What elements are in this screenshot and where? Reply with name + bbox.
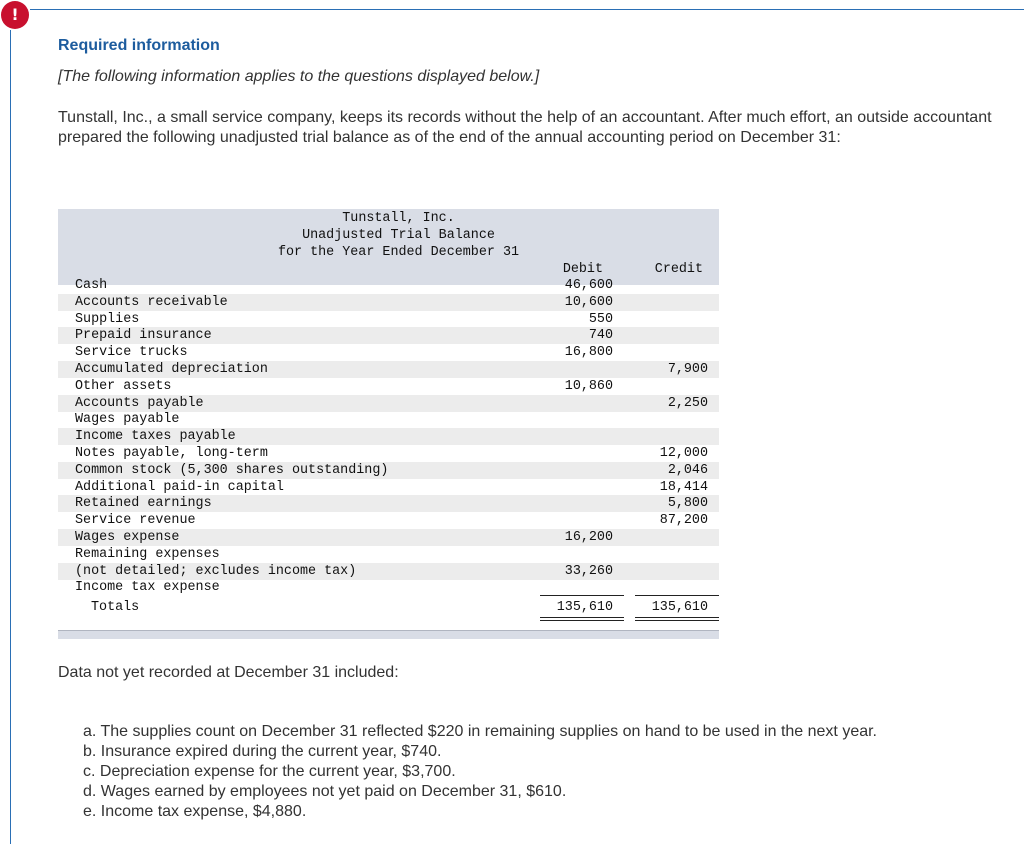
account-name: Accounts receivable xyxy=(75,294,228,310)
debit-amount: 16,200 xyxy=(564,530,613,545)
top-divider xyxy=(30,9,1024,10)
left-divider xyxy=(10,30,11,844)
table-row xyxy=(58,395,719,412)
account-name: Supplies xyxy=(75,311,140,327)
table-footer-bar xyxy=(58,630,719,639)
account-name: Service trucks xyxy=(75,345,188,361)
credit-amount: 2,250 xyxy=(667,395,708,411)
table-row xyxy=(58,411,719,428)
debit-amount: 740 xyxy=(588,328,613,344)
account-name: Other assets xyxy=(75,378,172,394)
trial-balance-table xyxy=(58,209,719,639)
table-row xyxy=(58,579,719,596)
debit-amount: 46,600 xyxy=(564,278,613,293)
table-row xyxy=(58,546,719,563)
account-name: Accounts payable xyxy=(75,395,204,411)
debit-column-header: Debit xyxy=(562,262,603,277)
table-row xyxy=(58,361,719,378)
account-name: Remaining expenses xyxy=(75,546,220,562)
totals-row xyxy=(58,599,719,616)
account-name: Prepaid insurance xyxy=(75,328,212,344)
debit-double-rule-2 xyxy=(540,620,624,621)
account-name: Cash xyxy=(75,278,108,293)
credit-amount: 87,200 xyxy=(659,513,708,529)
credit-total-rule xyxy=(635,595,719,596)
table-row xyxy=(58,428,719,445)
account-name: Common stock (5,300 shares outstanding) xyxy=(75,462,389,478)
table-row xyxy=(58,512,719,529)
account-name: Income tax expense xyxy=(75,580,220,596)
credit-amount: 7,900 xyxy=(667,362,708,377)
account-name: Accumulated depreciation xyxy=(75,362,268,377)
credit-amount: 18,414 xyxy=(659,479,708,495)
additional-data-intro: Data not yet recorded at December 31 included: xyxy=(58,664,399,681)
list-item: d. Wages earned by employees not yet paid on December 31, $610. xyxy=(83,783,567,800)
scenario-text: Tunstall, Inc., a small service company, keeps its records without the help of an accountant. After much effort, an outside accountant prepared the following unadjusted trial balance as of the end of the annual accounting period on December 31: xyxy=(58,109,992,146)
report-period: for the Year Ended December 31 xyxy=(277,245,520,260)
table-row xyxy=(58,563,719,580)
section-title: Required information xyxy=(58,37,220,54)
account-name: Retained earnings xyxy=(75,496,212,512)
debit-double-rule-1 xyxy=(540,617,624,618)
debit-amount: 10,860 xyxy=(564,378,613,394)
debit-amount: 16,800 xyxy=(564,345,613,361)
alert-icon: ! xyxy=(1,1,29,29)
credit-amount: 2,046 xyxy=(667,462,708,478)
account-name: Notes payable, long-term xyxy=(75,446,268,461)
total-credit: 135,610 xyxy=(651,600,708,615)
table-row xyxy=(58,344,719,361)
table-row xyxy=(58,479,719,496)
intro-note: [The following information applies to the questions displayed below.] xyxy=(58,68,540,85)
debit-total-rule xyxy=(540,595,624,596)
totals-label: Totals xyxy=(91,600,140,615)
list-item: a. The supplies count on December 31 reflected $220 in remaining supplies on hand to be used in the next year. xyxy=(83,723,877,740)
table-row xyxy=(58,311,719,328)
table-row xyxy=(58,378,719,395)
table-row xyxy=(58,445,719,462)
credit-amount: 5,800 xyxy=(667,496,708,512)
debit-amount: 33,260 xyxy=(564,563,613,579)
account-name: Additional paid-in capital xyxy=(75,479,284,495)
adjustment-items-list xyxy=(83,722,877,822)
table-row xyxy=(58,294,719,311)
list-item: e. Income tax expense, $4,880. xyxy=(83,803,307,820)
account-name: Service revenue xyxy=(75,513,196,529)
account-name: Wages expense xyxy=(75,530,180,545)
list-item: c. Depreciation expense for the current year, $3,700. xyxy=(83,763,456,780)
account-name: (not detailed; excludes income tax) xyxy=(75,563,357,579)
company-name: Tunstall, Inc. xyxy=(342,211,455,226)
credit-amount: 12,000 xyxy=(659,446,708,461)
credit-column-header: Credit xyxy=(654,262,703,277)
report-name: Unadjusted Trial Balance xyxy=(302,228,495,243)
account-name: Income taxes payable xyxy=(75,429,236,445)
table-row xyxy=(58,529,719,546)
table-row xyxy=(58,495,719,512)
debit-amount: 550 xyxy=(588,311,613,327)
table-row xyxy=(58,277,719,294)
table-row xyxy=(58,462,719,479)
list-item: b. Insurance expired during the current year, $740. xyxy=(83,743,442,760)
credit-double-rule-1 xyxy=(635,617,719,618)
account-name: Wages payable xyxy=(75,412,180,428)
debit-amount: 10,600 xyxy=(564,294,613,310)
table-row xyxy=(58,327,719,344)
credit-double-rule-2 xyxy=(635,620,719,621)
total-debit: 135,610 xyxy=(556,600,613,615)
